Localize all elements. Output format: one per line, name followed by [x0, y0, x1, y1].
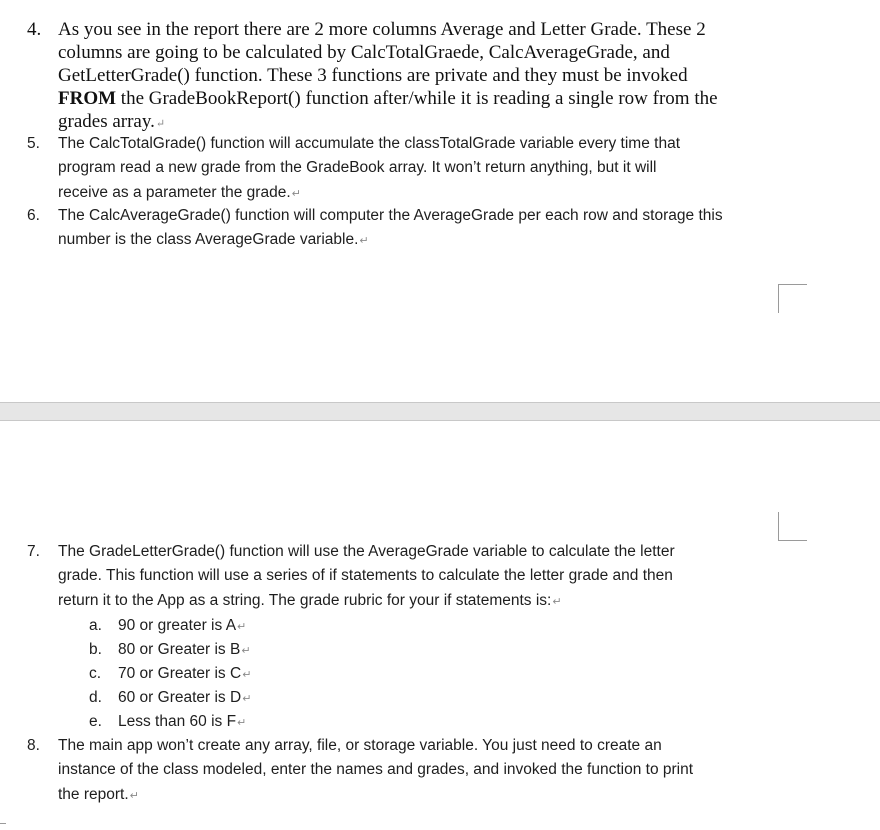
- text-line: return it to the App as a string. The grade rubric for your if statements is:↵: [58, 591, 562, 609]
- paragraph-mark-icon: ↵: [237, 621, 247, 633]
- list-number: 5.: [27, 135, 40, 152]
- paragraph-mark-icon: ↵: [129, 789, 139, 802]
- list-number: 6.: [27, 207, 40, 224]
- text-line: FROM the GradeBookReport() function after/while it is reading a single row from the: [58, 88, 718, 109]
- paragraph-mark-icon: ↵: [155, 118, 166, 130]
- paragraph-mark-icon: ↵: [237, 717, 247, 729]
- page-margin-corner-mark: [778, 512, 807, 541]
- text-line: program read a new grade from the GradeBook array. It won’t return anything, but it will: [58, 159, 657, 177]
- text-line: The main app won’t create any array, file, or storage variable. You just need to create an: [58, 737, 662, 754]
- text-line: The GradeLetterGrade() function will use the AverageGrade variable to calculate the letter: [58, 543, 675, 560]
- text-line: GetLetterGrade() function. These 3 functions are private and they must be invoked: [58, 65, 688, 86]
- list-item-4: [27, 18, 718, 136]
- text-line: As you see in the report there are 2 more columns Average and Letter Grade. These 2: [58, 19, 706, 40]
- page-break-gap: [0, 402, 880, 421]
- sub-letter: b.: [89, 641, 102, 658]
- list-number: 7.: [27, 543, 40, 560]
- text-line: grades array.↵: [58, 111, 166, 132]
- paragraph-mark-icon: ↵: [242, 693, 252, 705]
- paragraph-mark-icon: ↵: [359, 235, 369, 248]
- paragraph-mark-icon: ↵: [552, 595, 562, 608]
- paragraph-mark-icon: ↵: [241, 645, 251, 657]
- bold-word: FROM: [58, 88, 117, 109]
- text-line: number is the class AverageGrade variable.↵: [58, 231, 369, 249]
- text-line: the report.↵: [58, 785, 139, 803]
- list-number: 8.: [27, 737, 40, 754]
- sub-letter: e.: [89, 713, 102, 730]
- text-line: The CalcAverageGrade() function will computer the AverageGrade per each row and storage this: [58, 207, 723, 224]
- list-item-5: [27, 132, 680, 206]
- text-line: receive as a parameter the grade.↵: [58, 183, 301, 201]
- list-item-7: [27, 540, 675, 614]
- text-line: instance of the class modeled, enter the names and grades, and invoked the function to print: [58, 761, 694, 779]
- list-item-6: [27, 204, 723, 254]
- sub-letter: c.: [89, 665, 102, 682]
- list-number: 4.: [27, 19, 42, 40]
- text-line: grade. This function will use a series of if statements to calculate the letter grade and then: [58, 567, 673, 585]
- sub-letter: d.: [89, 689, 102, 706]
- paragraph-mark-icon: ↵: [242, 669, 252, 681]
- text-line: The CalcTotalGrade() function will accumulate the classTotalGrade variable every time that: [58, 135, 680, 152]
- text-line: columns are going to be calculated by CalcTotalGraede, CalcAverageGrade, and: [58, 42, 670, 63]
- page-edge-mark: [0, 823, 6, 830]
- paragraph-mark-icon: ↵: [291, 187, 301, 200]
- sub-letter: a.: [89, 617, 102, 634]
- list-item-8: [27, 734, 693, 808]
- page-margin-corner-mark: [778, 284, 807, 313]
